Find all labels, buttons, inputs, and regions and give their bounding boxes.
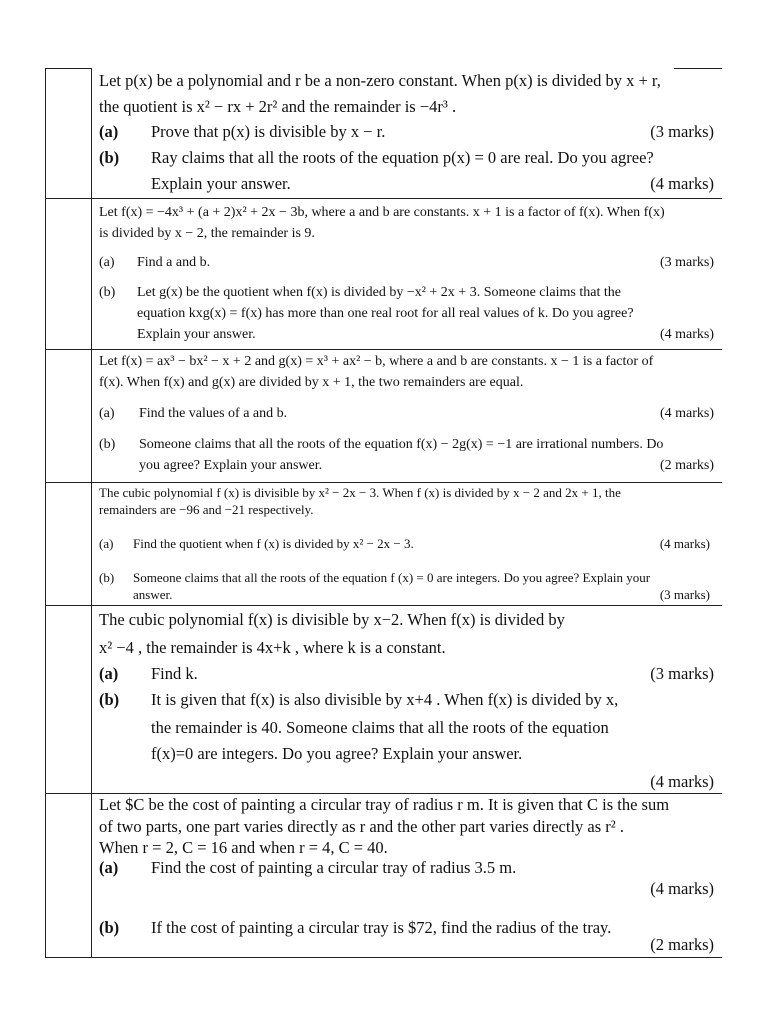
part-b-text: Ray claims that all the roots of the equation p(x) = 0 are real. Do you agree? bbox=[151, 148, 654, 167]
row-divider bbox=[45, 68, 91, 69]
part-a bbox=[99, 403, 718, 424]
part-b bbox=[99, 145, 718, 197]
part-b-text: Someone claims that all the roots of the equation f(x) − 2g(x) = −1 are irrational numbers. Do bbox=[139, 437, 664, 452]
part-b bbox=[99, 917, 718, 955]
part-b-text: you agree? Explain your answer. bbox=[139, 458, 323, 473]
question-stem-line: f(x). When f(x) and g(x) are divided by x + 1, the two remainders are equal. bbox=[99, 375, 524, 390]
question-4 bbox=[99, 484, 722, 604]
table-left-border bbox=[45, 68, 46, 958]
part-b-label: (b) bbox=[99, 570, 115, 585]
part-a bbox=[99, 857, 718, 901]
row-divider bbox=[45, 482, 722, 483]
question-table bbox=[45, 68, 722, 958]
question-stem-line: x² −4 , the remainder is 4x+k , where k is a constant. bbox=[99, 638, 446, 657]
table-bottom-border bbox=[45, 957, 722, 958]
part-a-label: (a) bbox=[99, 255, 115, 270]
part-a-marks: (3 marks) bbox=[659, 255, 714, 270]
part-a-text: Find the values of a and b. bbox=[139, 406, 288, 421]
question-3 bbox=[99, 351, 722, 481]
question-stem-line: Let p(x) be a polynomial and r be a non-zero constant. When p(x) is divided by x + r, bbox=[99, 71, 661, 90]
question-stem-line: When r = 2, C = 16 and when r = 4, C = 40. bbox=[99, 838, 388, 857]
part-b-marks: (4 marks) bbox=[650, 772, 714, 791]
part-a-marks: (4 marks) bbox=[659, 536, 710, 551]
part-b bbox=[99, 569, 718, 603]
part-b-label: (b) bbox=[99, 437, 116, 452]
part-a-marks: (4 marks) bbox=[659, 406, 714, 421]
part-b bbox=[99, 434, 718, 478]
question-stem-line: of two parts, one part varies directly as r and the other part varies directly as r² . bbox=[99, 817, 624, 836]
part-a bbox=[99, 535, 718, 552]
question-2 bbox=[99, 202, 722, 348]
part-a-text: Find the quotient when f (x) is divided by x² − 2x − 3. bbox=[133, 536, 414, 551]
question-stem-line: remainders are −96 and −21 respectively. bbox=[99, 502, 314, 517]
question-1 bbox=[99, 68, 722, 198]
question-6 bbox=[99, 794, 722, 956]
part-a-marks: (3 marks) bbox=[650, 664, 714, 683]
part-b-text: It is given that f(x) is also divisible by x+4 . When f(x) is divided by x, bbox=[151, 690, 619, 709]
part-a-label: (a) bbox=[99, 664, 119, 683]
question-stem-line: Let f(x) = −4x³ + (a + 2)x² + 2x − 3b, where a and b are constants. x + 1 is a factor of f(x). When f(x) bbox=[99, 205, 665, 220]
part-b bbox=[99, 686, 718, 791]
row-divider bbox=[45, 198, 722, 199]
question-stem-line: is divided by x − 2, the remainder is 9. bbox=[99, 226, 315, 241]
question-stem-line: the quotient is x² − rx + 2r² and the remainder is −4r³ . bbox=[99, 97, 457, 116]
part-b bbox=[99, 282, 718, 346]
part-b-text: Let g(x) be the quotient when f(x) is divided by −x² + 2x + 3. Someone claims that the bbox=[137, 285, 621, 300]
part-b-marks: (3 marks) bbox=[659, 587, 710, 602]
question-5 bbox=[99, 606, 722, 792]
question-stem-line: Let f(x) = ax³ − bx² − x + 2 and g(x) = x³ + ax² − b, where a and b are constants. x − 1 is a factor of bbox=[99, 354, 654, 369]
part-a-text: Prove that p(x) is divisible by x − r. bbox=[151, 122, 386, 141]
part-a-marks: (4 marks) bbox=[650, 879, 714, 898]
part-b-text: the remainder is 40. Someone claims that all the roots of the equation bbox=[151, 718, 609, 737]
part-a-text: Find k. bbox=[151, 664, 198, 683]
part-a-label: (a) bbox=[99, 536, 114, 551]
part-b-marks: (4 marks) bbox=[659, 327, 714, 342]
part-a-label: (a) bbox=[99, 122, 119, 141]
part-a-marks: (3 marks) bbox=[650, 122, 714, 141]
part-b-label: (b) bbox=[99, 918, 120, 937]
part-a-label: (a) bbox=[99, 858, 119, 877]
part-a-text: Find a and b. bbox=[137, 255, 211, 270]
part-b-text: Explain your answer. bbox=[151, 174, 291, 193]
question-stem-line: Let $C be the cost of painting a circular tray of radius r m. It is given that C is the sum bbox=[99, 795, 670, 814]
part-b-label: (b) bbox=[99, 148, 120, 167]
part-a-label: (a) bbox=[99, 406, 115, 421]
row-divider bbox=[45, 349, 722, 350]
part-b-label: (b) bbox=[99, 690, 120, 709]
part-b-text: answer. bbox=[133, 587, 173, 602]
part-b-marks: (2 marks) bbox=[659, 458, 714, 473]
part-a bbox=[99, 660, 718, 687]
table-number-column-border bbox=[91, 68, 92, 958]
part-b-text: If the cost of painting a circular tray is $72, find the radius of the tray. bbox=[151, 918, 612, 937]
part-b-marks: (4 marks) bbox=[650, 174, 714, 193]
part-a bbox=[99, 119, 718, 144]
part-b-text: f(x)=0 are integers. Do you agree? Explain your answer. bbox=[151, 744, 523, 763]
question-stem-line: The cubic polynomial f(x) is divisible by x−2. When f(x) is divided by bbox=[99, 610, 565, 629]
part-b-text: Someone claims that all the roots of the equation f (x) = 0 are integers. Do you agree? Explain your bbox=[133, 570, 651, 585]
part-a-text: Find the cost of painting a circular tray of radius 3.5 m. bbox=[151, 858, 517, 877]
part-a bbox=[99, 252, 718, 273]
part-b-label: (b) bbox=[99, 285, 116, 300]
part-b-text: Explain your answer. bbox=[137, 327, 256, 342]
part-b-text: equation kxg(x) = f(x) has more than one real root for all real values of k. Do you agree? bbox=[137, 306, 634, 321]
question-stem-line: The cubic polynomial f (x) is divisible by x² − 2x − 3. When f (x) is divided by x − 2 and 2x + 1, the bbox=[99, 485, 621, 500]
part-b-marks: (2 marks) bbox=[650, 935, 714, 954]
